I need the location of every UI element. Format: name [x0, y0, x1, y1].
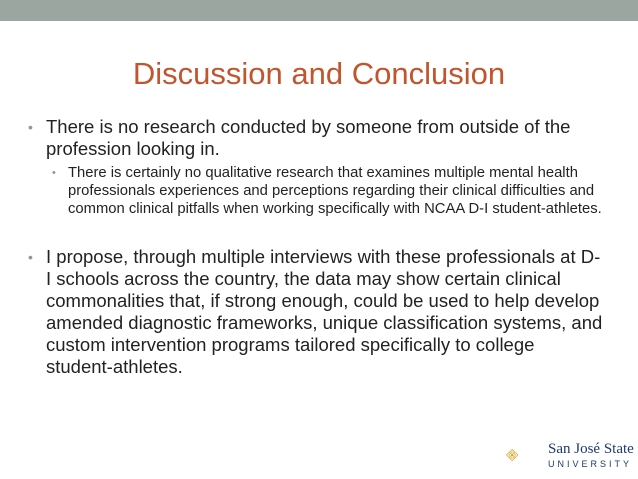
logo-wordmark: San José State: [548, 441, 634, 457]
bullet-2: [24, 246, 604, 378]
sub-bullet-dot: •: [52, 167, 56, 179]
slide-body: [24, 116, 604, 378]
bullet-dot: •: [28, 119, 33, 135]
top-accent-bar: [0, 0, 638, 21]
logo-subtext: UNIVERSITY: [548, 459, 633, 469]
sub-bullet-1: [24, 164, 604, 218]
bullet-1: [24, 116, 604, 160]
sub-bullet-1-text: There is certainly no qualitative research that examines multiple mental health professionals experiences and perceptions regarding their clinical difficulties and common clinical pitfalls when working specifically with NCAA D-I student-athletes.: [68, 165, 602, 217]
bullet-1-text: There is no research conducted by someone from outside of the profession looking in.: [46, 116, 571, 159]
bullet-dot: •: [28, 249, 33, 265]
bullet-2-text: I propose, through multiple interviews with these professionals at D-I schools across the country, the data may show certain clinical commonalities that, if strong enough, could be used to help develop amended diagnostic frameworks, unique classification systems, and custom intervention programs tailored specifically to college student-athletes.: [46, 246, 603, 377]
slide-title: Discussion and Conclusion: [132, 56, 506, 91]
sjsu-logo: [506, 435, 546, 475]
